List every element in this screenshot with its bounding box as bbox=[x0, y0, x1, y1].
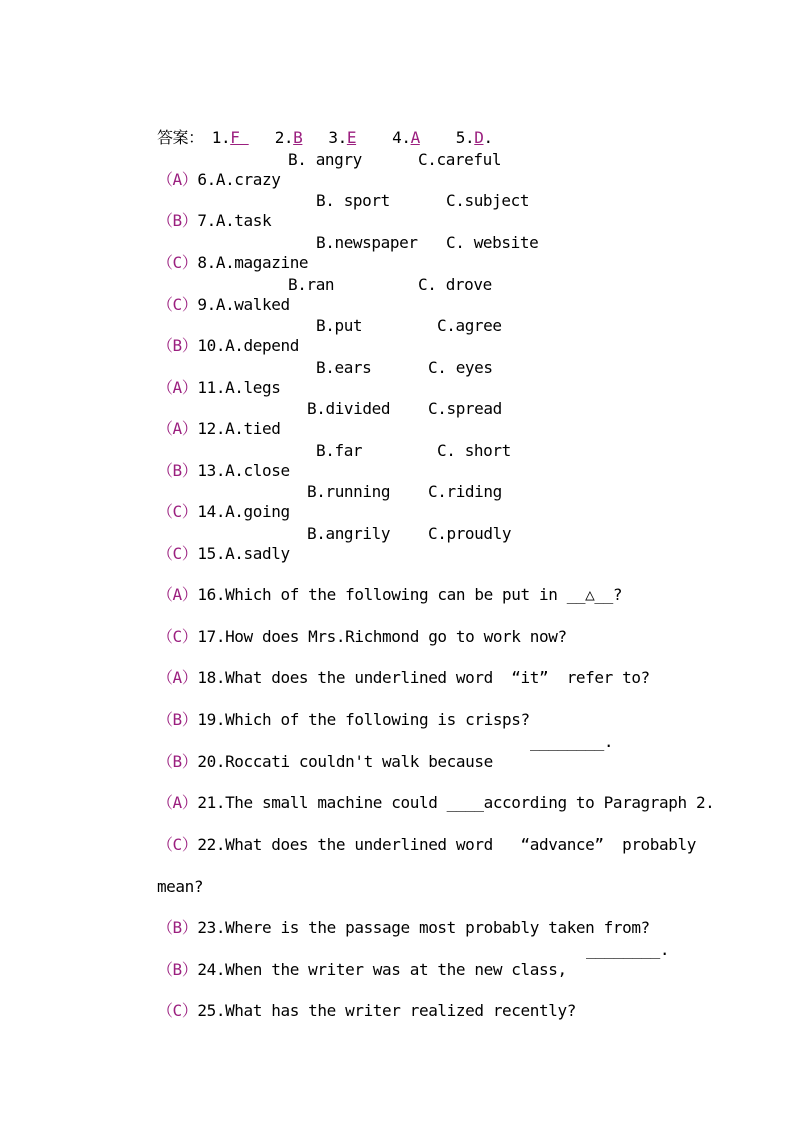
answer-blank: ________. bbox=[530, 732, 614, 751]
question-mark: （A） bbox=[156, 170, 198, 189]
question-text: 17.How does Mrs.Richmond go to work now? bbox=[197, 627, 567, 646]
question-mark: （C） bbox=[156, 502, 198, 521]
answer-4-num: 4. bbox=[392, 128, 411, 147]
question-mark: （C） bbox=[156, 627, 198, 646]
question-mark: （A） bbox=[156, 668, 198, 687]
option-b: B. angry bbox=[288, 150, 362, 169]
answer-3-num: 3. bbox=[328, 128, 347, 147]
question-text: 19.Which of the following is crisps? bbox=[197, 710, 530, 729]
option-a: 11.A.legs bbox=[197, 378, 281, 397]
answer-1: F bbox=[230, 128, 249, 147]
option-c: C.subject bbox=[446, 191, 530, 210]
option-c: C. eyes bbox=[428, 358, 493, 377]
option-c: C. website bbox=[446, 233, 539, 252]
answer-5-num: 5. bbox=[455, 128, 475, 147]
question-mark: （B） bbox=[156, 336, 198, 355]
option-c: C. short bbox=[437, 441, 511, 460]
question-mark: （A） bbox=[156, 378, 198, 397]
option-c: C.agree bbox=[437, 316, 502, 335]
question-mark: （C） bbox=[156, 835, 198, 854]
option-c: C.careful bbox=[418, 150, 502, 169]
answer-5: D bbox=[474, 128, 484, 147]
question-mark: （B） bbox=[156, 211, 198, 230]
question-mark: （B） bbox=[156, 710, 198, 729]
answer-2-num: 2. bbox=[274, 128, 294, 147]
question-text: 24.When the writer was at the new class, bbox=[197, 960, 567, 979]
option-a: 10.A.depend bbox=[197, 336, 299, 355]
answer-blank: __△__ bbox=[566, 585, 613, 604]
question-mark: （C） bbox=[156, 253, 198, 272]
option-c: C.spread bbox=[428, 399, 502, 418]
option-a: 7.A.task bbox=[197, 211, 272, 230]
question-mark: （B） bbox=[156, 918, 198, 937]
question-mark: （B） bbox=[156, 461, 198, 480]
answer-4: A bbox=[410, 128, 420, 147]
option-c: C.riding bbox=[428, 482, 502, 501]
question-text: 21.The small machine could ____according to Paragraph 2. bbox=[197, 793, 715, 812]
option-c: C.proudly bbox=[428, 524, 512, 543]
question-row bbox=[120, 815, 696, 875]
option-b: B.divided bbox=[307, 399, 391, 418]
question-text: 16.Which of the following can be put in bbox=[197, 585, 567, 604]
question-mark: （C） bbox=[156, 544, 198, 563]
option-a: 14.A.going bbox=[197, 502, 290, 521]
question-mark: （A） bbox=[156, 793, 198, 812]
question-text: 18.What does the underlined word “it” refer to? bbox=[197, 668, 650, 687]
question-mark: （C） bbox=[156, 295, 198, 314]
option-a: 9.A.walked bbox=[197, 295, 290, 314]
question-text: 23.Where is the passage most probably taken from? bbox=[197, 918, 650, 937]
answer-2: B bbox=[293, 128, 303, 147]
answer-1-num: 1. bbox=[211, 128, 231, 147]
option-a: 15.A.sadly bbox=[197, 544, 290, 563]
option-b: B. sport bbox=[316, 191, 390, 210]
option-b: B.far bbox=[316, 441, 363, 460]
question-text: 20.Roccati couldn't walk because bbox=[197, 752, 493, 771]
option-b: B.running bbox=[307, 482, 391, 501]
question-text-continued: mean? bbox=[156, 877, 204, 896]
question-row bbox=[120, 981, 576, 1041]
option-a: 6.A.crazy bbox=[197, 170, 281, 189]
option-b: B.ears bbox=[316, 358, 372, 377]
option-a: 13.A.close bbox=[197, 461, 290, 480]
option-b: B.ran bbox=[288, 275, 335, 294]
option-a: 12.A.tied bbox=[197, 419, 281, 438]
question-text: 22.What does the underlined word “advance” probably bbox=[197, 835, 696, 854]
option-b: B.newspaper bbox=[316, 233, 418, 252]
option-b: B.put bbox=[316, 316, 363, 335]
option-c: C. drove bbox=[418, 275, 492, 294]
question-end: ? bbox=[612, 585, 623, 604]
answer-key-label: 答案： bbox=[156, 128, 204, 147]
question-mark: （A） bbox=[156, 585, 198, 604]
question-mark: （C） bbox=[156, 1001, 198, 1020]
answer-3: E bbox=[346, 128, 357, 147]
answer-period: . bbox=[483, 128, 493, 147]
question-text: 25.What has the writer realized recently? bbox=[197, 1001, 576, 1020]
answer-blank: ________. bbox=[586, 940, 670, 959]
question-mark: （B） bbox=[156, 960, 198, 979]
question-mark: （B） bbox=[156, 752, 198, 771]
question-mark: （A） bbox=[156, 419, 198, 438]
option-b: B.angrily bbox=[307, 524, 391, 543]
option-a: 8.A.magazine bbox=[197, 253, 309, 272]
